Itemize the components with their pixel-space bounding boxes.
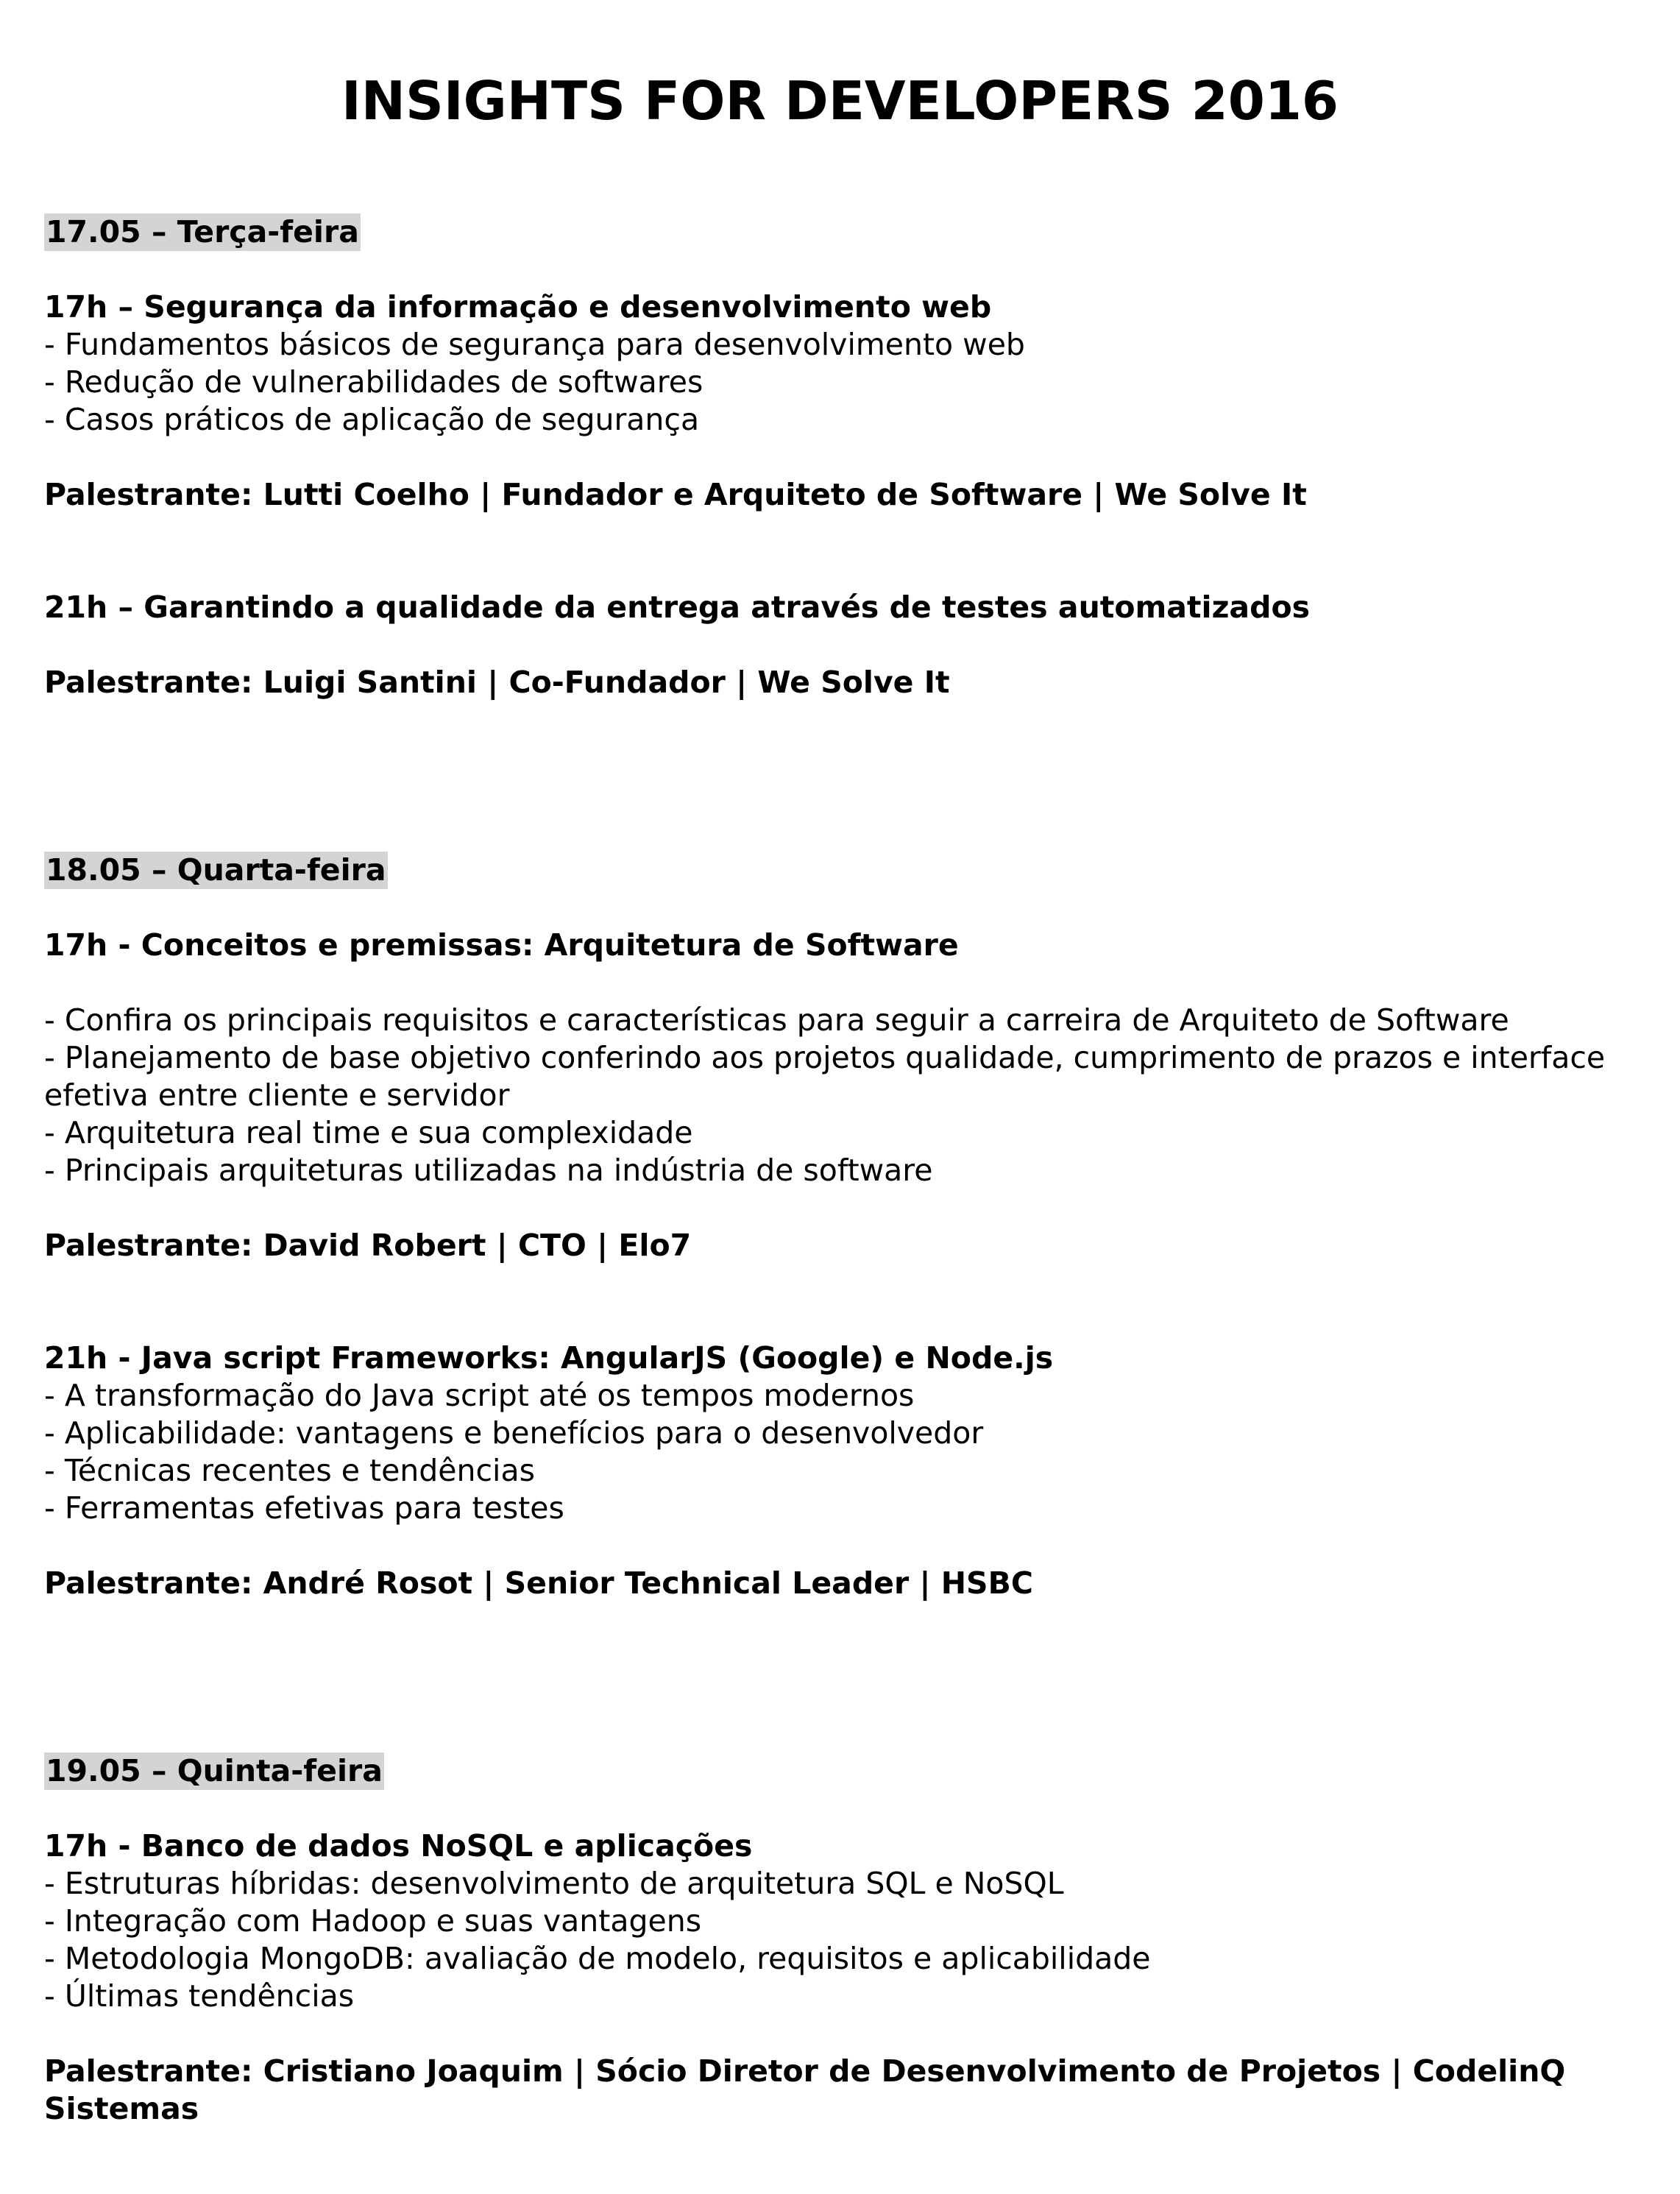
- day-heading: 18.05 – Quarta-feira: [46, 852, 386, 888]
- session-bullet: - Aplicabilidade: vantagens e benefícios para o desenvolvedor: [44, 1415, 984, 1451]
- session-bullet: - Últimas tendências: [44, 1978, 355, 2014]
- schedule-content: [44, 213, 1648, 2128]
- session-title: 21h - Java script Frameworks: AngularJS (Google) e Node.js: [44, 1340, 1054, 1376]
- session-bullet: - Metodologia MongoDB: avaliação de modelo, requisitos e aplicabilidade: [44, 1941, 1151, 1976]
- session-speaker: Palestrante: Lutti Coelho | Fundador e Arquiteto de Software | We Solve It: [44, 477, 1307, 512]
- session-speaker: Palestrante: Cristiano Joaquim | Sócio Diretor de Desenvolvimento de Projetos | CodelinQ Sistemas: [44, 2053, 1566, 2126]
- day-section-1705: [44, 213, 1648, 701]
- session-speaker: Palestrante: Luigi Santini | Co-Fundador | We Solve It: [44, 665, 950, 700]
- session-software-architecture: [44, 927, 1648, 1264]
- session-speaker: Palestrante: David Robert | CTO | Elo7: [44, 1228, 692, 1263]
- session-bullet: - Fundamentos básicos de segurança para desenvolvimento web: [44, 327, 1025, 362]
- day-heading: 17.05 – Terça-feira: [46, 214, 359, 250]
- session-title: 17h – Segurança da informação e desenvolvimento web: [44, 289, 992, 325]
- session-bullet: - Planejamento de base objetivo conferindo aos projetos qualidade, cumprimento de prazos e interface efetiva entre cliente e servidor: [44, 1040, 1606, 1113]
- session-bullet: - Arquitetura real time e sua complexidade: [44, 1115, 693, 1150]
- session-automated-tests: [44, 589, 1648, 701]
- session-bullet: - Integração com Hadoop e suas vantagens: [44, 1903, 702, 1939]
- session-bullet: - Estruturas híbridas: desenvolvimento de arquitetura SQL e NoSQL: [44, 1866, 1064, 1901]
- session-javascript-frameworks: [44, 1340, 1648, 1602]
- session-bullet: - Principais arquiteturas utilizadas na indústria de software: [44, 1153, 933, 1188]
- session-security-web: [44, 289, 1648, 514]
- session-bullet: - Casos práticos de aplicação de segurança: [44, 402, 700, 437]
- session-title: 17h - Conceitos e premissas: Arquitetura de Software: [44, 927, 959, 963]
- session-bullet: - Técnicas recentes e tendências: [44, 1453, 535, 1488]
- session-bullet: - Redução de vulnerabilidades de softwares: [44, 364, 703, 400]
- session-title: 21h – Garantindo a qualidade da entrega através de testes automatizados: [44, 590, 1311, 625]
- session-speaker: Palestrante: André Rosot | Senior Technical Leader | HSBC: [44, 1565, 1033, 1601]
- document-title: INSIGHTS FOR DEVELOPERS 2016: [341, 70, 1339, 132]
- session-title: 17h - Banco de dados NoSQL e aplicações: [44, 1828, 753, 1864]
- session-bullet: - Ferramentas efetivas para testes: [44, 1490, 564, 1526]
- day-section-1805: [44, 852, 1648, 1602]
- session-bullet: - A transformação do Java script até os tempos modernos: [44, 1378, 915, 1413]
- day-heading: 19.05 – Quinta-feira: [46, 1753, 383, 1788]
- day-section-1905: [44, 1752, 1648, 2128]
- session-nosql: [44, 1827, 1648, 2128]
- session-bullet: - Confira os principais requisitos e características para seguir a carreira de Arquiteto de Software: [44, 1002, 1509, 1038]
